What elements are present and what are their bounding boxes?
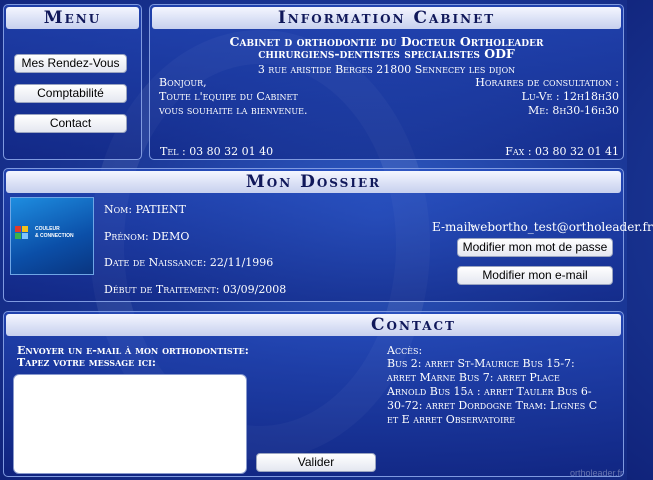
hours-weekdays: Lu-Ve : 12h18h30 bbox=[521, 90, 619, 103]
greeting-line2: Toute l'equipe du Cabinet bbox=[159, 90, 298, 103]
change-password-button[interactable]: Modifier mon mot de passe bbox=[457, 238, 613, 257]
info-title: Information Cabinet bbox=[152, 7, 621, 29]
patient-last-name: Nom: PATIENT bbox=[104, 203, 186, 216]
menu-panel bbox=[3, 4, 142, 160]
hours-title: Horaires de consultation : bbox=[475, 76, 619, 89]
access-line-1: Bus 2: arret St-Maurice Bus 15-7: bbox=[387, 357, 575, 370]
patient-email: webortho_test@ortholeader.fr bbox=[470, 220, 653, 234]
greeting-line1: Bonjour, bbox=[159, 76, 207, 89]
message-textarea[interactable] bbox=[13, 374, 247, 474]
contact-title: Contact bbox=[6, 314, 621, 336]
change-email-button[interactable]: Modifier mon e-mail bbox=[457, 266, 613, 285]
validate-button[interactable]: Valider bbox=[256, 453, 376, 472]
logo-square-blue bbox=[22, 233, 28, 239]
cabinet-name-line1: Cabinet d orthodontie du Docteur Ortholeader bbox=[229, 34, 544, 49]
send-email-label: Envoyer un e-mail à mon orthodontiste: bbox=[17, 344, 249, 357]
contact-button[interactable]: Contact bbox=[14, 114, 127, 133]
patient-birth-date: Date de Naissance: 22/11/1996 bbox=[104, 256, 274, 269]
menu-title: Menu bbox=[6, 7, 139, 29]
hours-wednesday: Me: 8h30-16h30 bbox=[528, 104, 619, 117]
logo-square-green bbox=[15, 233, 21, 239]
logo-square-red bbox=[15, 226, 21, 232]
access-line-2: arret Marne Bus 7: arret Place bbox=[387, 371, 560, 384]
patient-first-name: Prénom: DEMO bbox=[104, 230, 190, 243]
info-panel bbox=[149, 4, 624, 160]
access-line-5: et E arret Observatoire bbox=[387, 413, 516, 426]
dossier-title: Mon Dossier bbox=[6, 171, 621, 193]
email-label: E-mail: bbox=[432, 220, 476, 234]
access-line-3: Arnold Bus 15a : arret Tauler Bus 6- bbox=[387, 385, 592, 398]
phone-number: Tel : 03 80 32 01 40 bbox=[160, 145, 274, 158]
footer-watermark: ortholeader.fr bbox=[569, 468, 623, 478]
access-title: Accès: bbox=[387, 344, 423, 357]
logo-text-line2: & CONNECTION bbox=[35, 233, 74, 239]
message-prompt: Tapez votre message ici: bbox=[17, 356, 156, 369]
accounting-button[interactable]: Comptabilité bbox=[14, 84, 127, 103]
greeting-line3: vous souhaite la bienvenue. bbox=[159, 104, 308, 117]
logo-text-line1: COULEUR bbox=[35, 226, 60, 232]
appointments-button[interactable]: Mes Rendez-Vous bbox=[14, 54, 127, 73]
clinic-logo bbox=[10, 197, 94, 275]
logo-square-yellow bbox=[22, 226, 28, 232]
treatment-start-date: Début de Traitement: 03/09/2008 bbox=[104, 283, 287, 296]
access-line-4: 30-72: arret Dordogne Tram: Lignes C bbox=[387, 399, 598, 412]
cabinet-address: 3 rue aristide Berges 21800 Sennecey les dijon bbox=[257, 63, 516, 76]
cabinet-name-line2: chirurgiens-dentistes specialistes ODF bbox=[258, 46, 515, 61]
fax-number: Fax : 03 80 32 01 41 bbox=[505, 145, 619, 158]
